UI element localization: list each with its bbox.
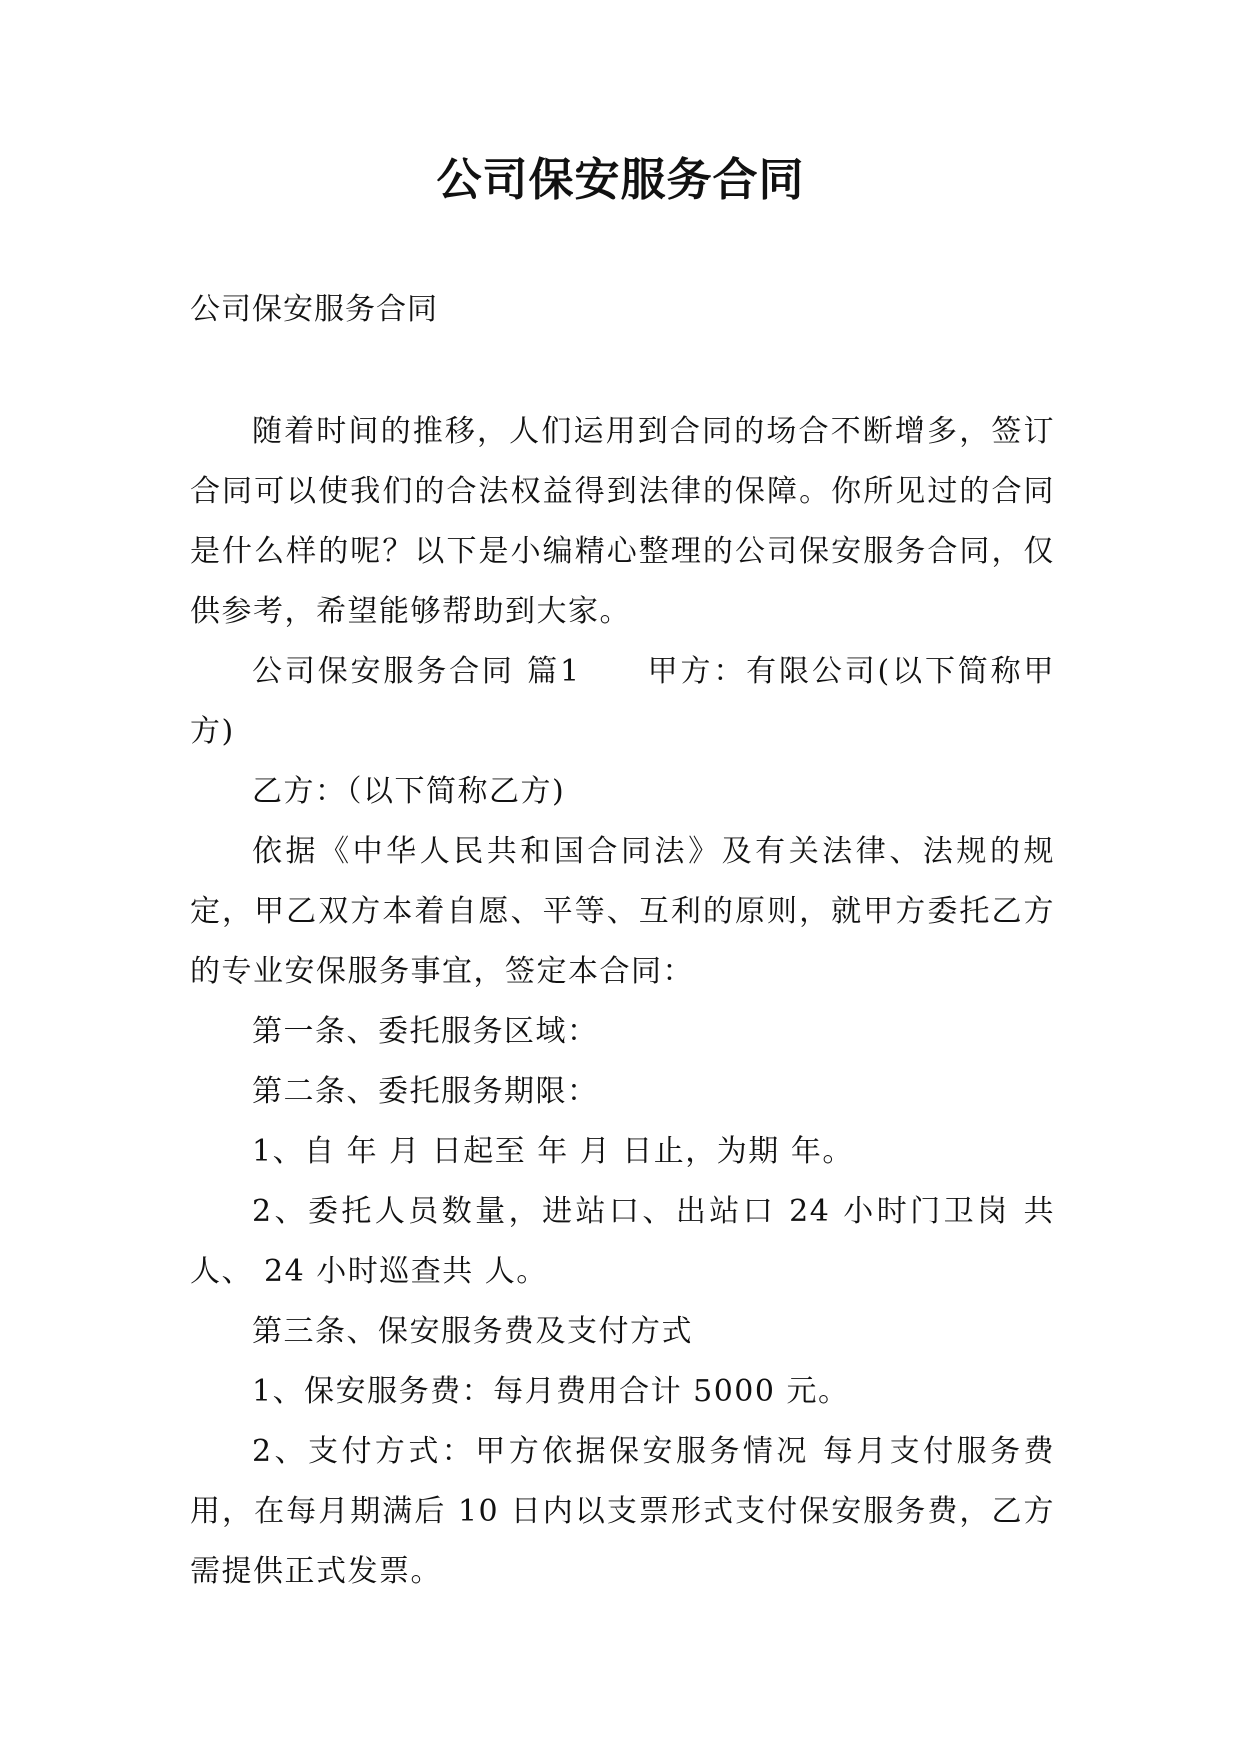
party-b-paragraph: 乙方：（以下简称乙方) <box>252 774 566 809</box>
document-body <box>190 402 1055 1602</box>
staffing-clause: 2、委托人员数量，进站口、出站口 24 小时门卫岗 共 人、 24 小时巡查共 人。 <box>190 1194 1055 1289</box>
article-2-heading: 第二条、委托服务期限： <box>252 1074 599 1109</box>
article-1-heading: 第一条、委托服务区域： <box>252 1014 599 1049</box>
document-title: 公司保安服务合同 <box>436 153 805 206</box>
term-clause: 1、自 年 月 日起至 年 月 日止，为期 年。 <box>252 1134 854 1169</box>
intro-paragraph: 随着时间的推移，人们运用到合同的场合不断增多，签订合同可以使我们的合法权益得到法律的保障。你所见过的合同是什么样的呢？以下是小编精心整理的公司保安服务合同，仅供参考，希望能够帮助到大家。 <box>190 414 1055 629</box>
article-3-heading: 第三条、保安服务费及支付方式 <box>252 1314 693 1349</box>
payment-clause: 2、支付方式：甲方依据保安服务情况 每月支付服务费用，在每月期满后 10 日内以支票形式支付保安服务费，乙方需提供正式发票。 <box>190 1434 1055 1589</box>
fee-clause: 1、保安服务费：每月费用合计 5000 元。 <box>252 1374 850 1409</box>
basis-paragraph: 依据《中华人民共和国合同法》及有关法律、法规的规定，甲乙双方本着自愿、平等、互利的原则，就甲方委托乙方的专业安保服务事宜，签定本合同： <box>190 834 1055 989</box>
party-a-paragraph: 公司保安服务合同 篇1 甲方：有限公司(以下简称甲方) <box>190 654 1055 749</box>
document-subtitle: 公司保安服务合同 <box>190 292 438 327</box>
